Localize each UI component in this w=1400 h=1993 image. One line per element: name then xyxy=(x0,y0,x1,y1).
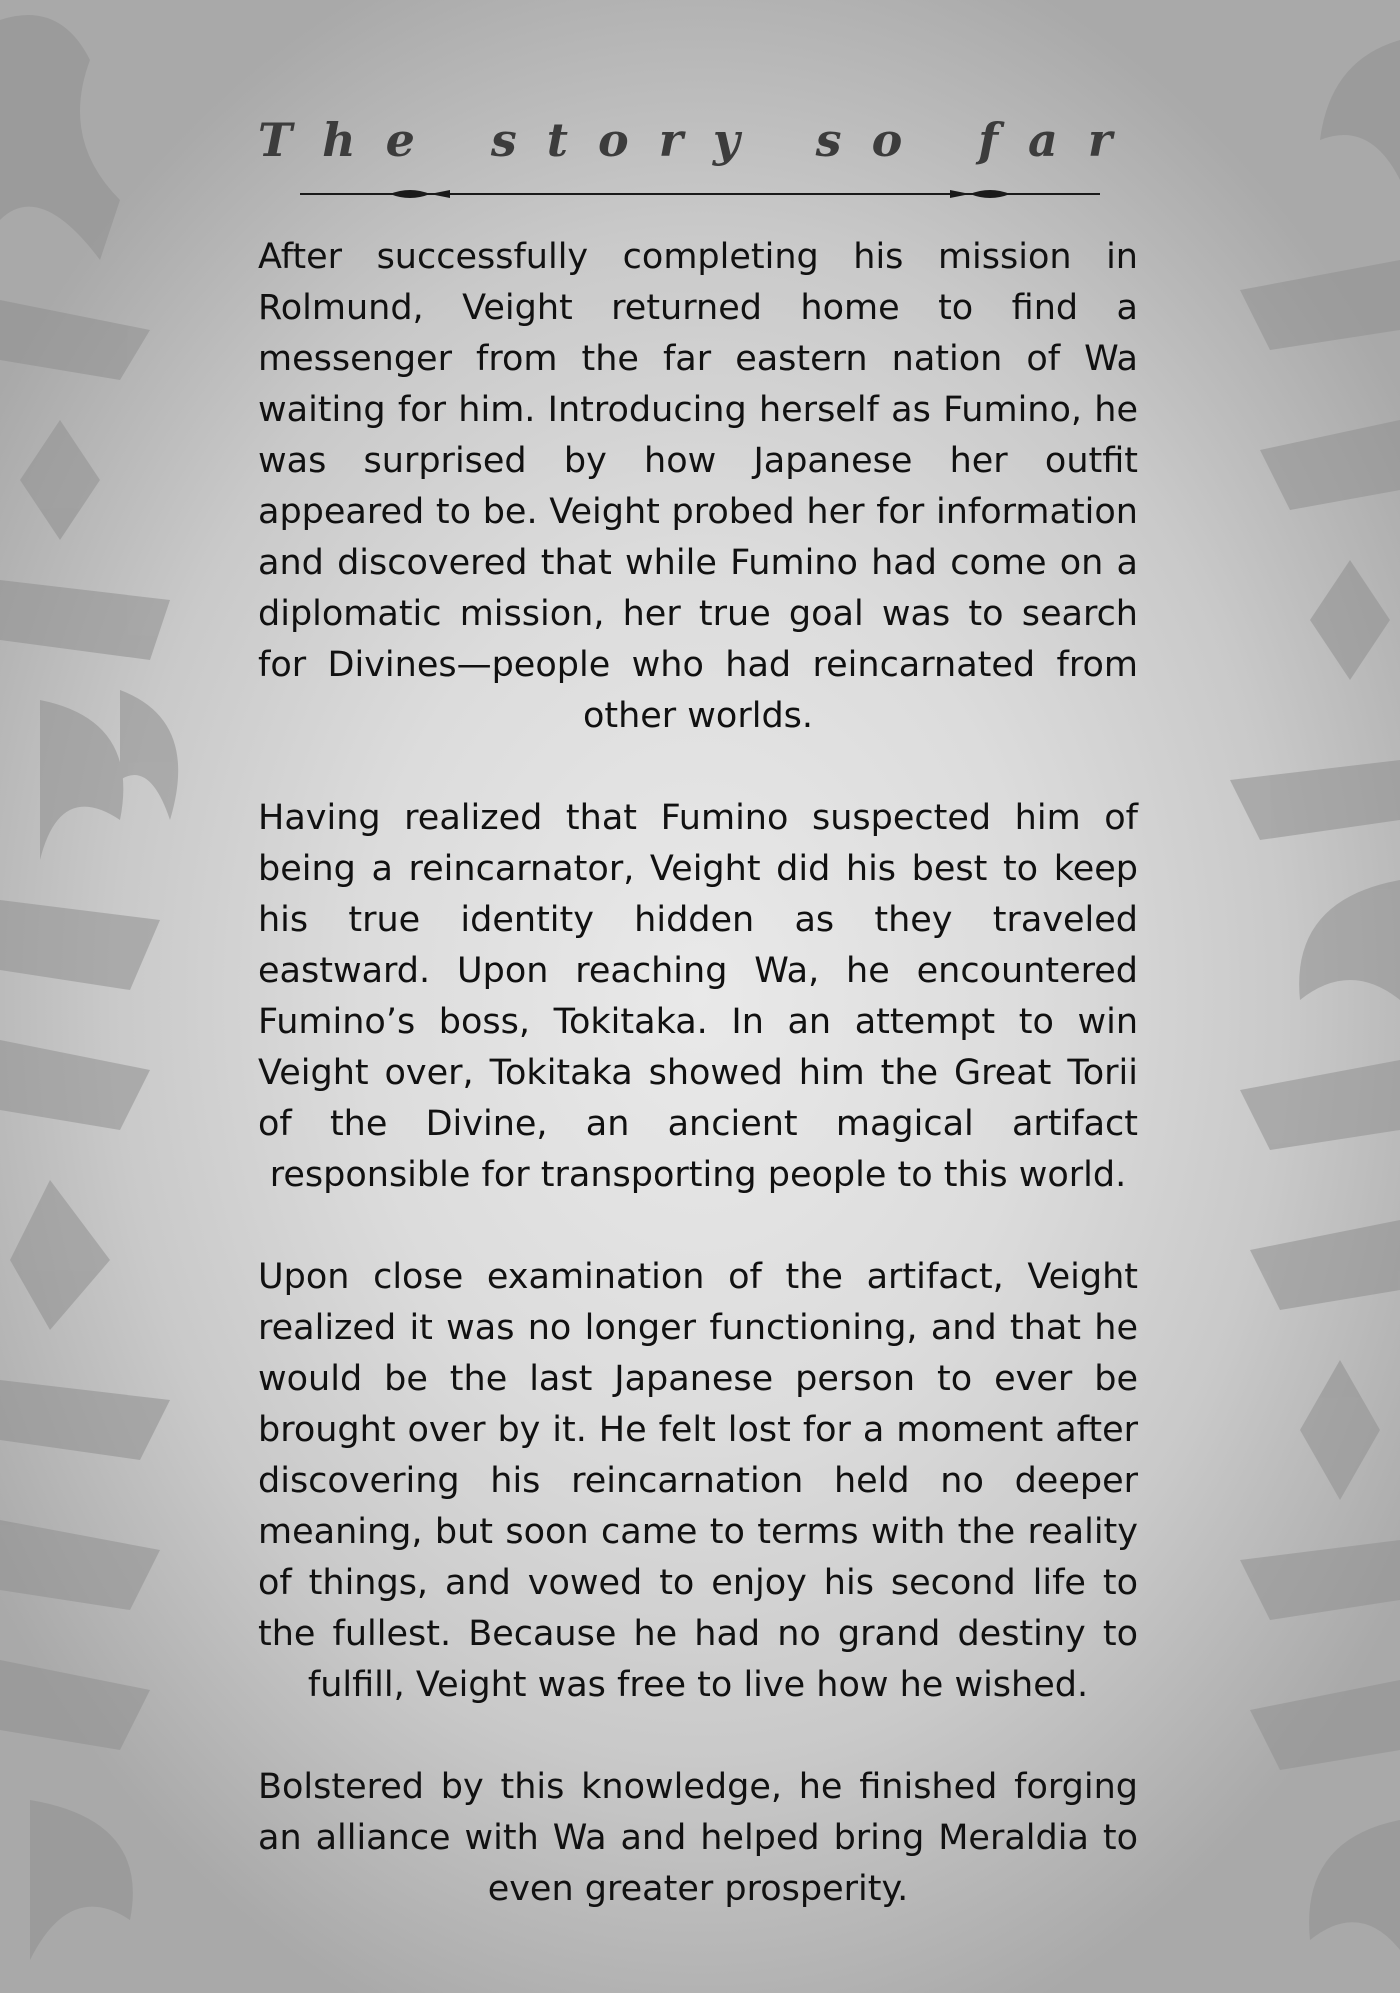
blackletter-ornament-icon xyxy=(1200,0,1400,1993)
story-paragraph: Upon close examination of the artifact, Veight realized it was no longer functioning, and that he would be the last Japanese person to ever be brought over by it. He felt lost for a moment after discovering his reincarnation held no deeper meaning, but soon came to terms with the reality of things, and vowed to enjoy his second life to the fullest. Because he had no grand destiny to fulfill, Veight was free to live how he wished. xyxy=(258,1257,1138,1705)
page-title: The story so far xyxy=(257,113,1143,167)
blackletter-ornament-icon xyxy=(0,0,200,1993)
story-paragraph: Having realized that Fumino suspected him of being a reincarnator, Veight did his best to keep his true identity hidden as they traveled eastward. Upon reaching Wa, he encountered Fumino’s boss, Tokitaka. In an attempt to win Veight over, Tokitaka showed him the Great Torii of the Divine, an ancient magical artifact responsible for transporting people to this world. xyxy=(258,798,1138,1195)
page-header xyxy=(0,112,1400,206)
story-paragraph: After successfully completing his mission in Rolmund, Veight returned home to find a messenger from the far eastern nation of Wa waiting for him. Introducing herself as Fumino, he was surprised by how Japanese her outfit appeared to be. Veight probed her for information and discovered that while Fumino had come on a diplomatic mission, her true goal was to search for Divines—people who had reincarnated from other worlds. xyxy=(258,237,1138,736)
right-ornament-border xyxy=(1200,0,1400,1993)
left-ornament-border xyxy=(0,0,200,1993)
story-paragraph: Bolstered by this knowledge, he finished forging an alliance with Wa and helped bring Meraldia to even greater prosperity. xyxy=(258,1767,1138,1909)
ornamental-divider-icon xyxy=(300,182,1100,206)
story-body xyxy=(258,232,1138,1966)
